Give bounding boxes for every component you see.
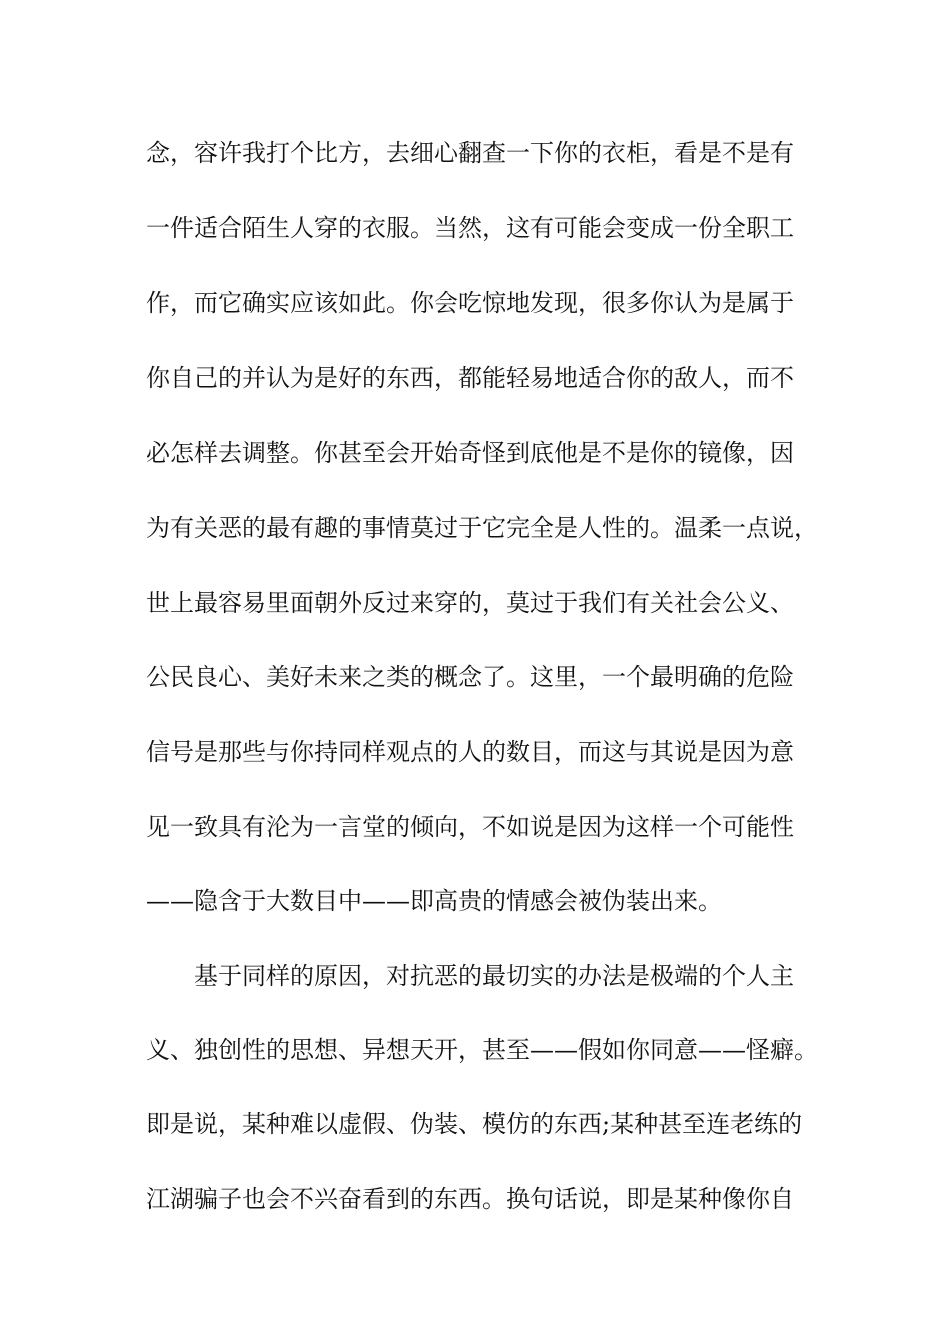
paragraph-first-line: 基于同样的原因，对抗恶的最切实的办法是极端的个人主	[194, 962, 794, 990]
text-line: ——隐含于大数目中——即高贵的情感会被伪装出来。	[146, 887, 722, 915]
text-line: 作，而它确实应该如此。你会吃惊地发现，很多你认为是属于	[146, 289, 794, 317]
text-line: 念，容许我打个比方，去细心翻查一下你的衣柜，看是不是有	[146, 139, 794, 167]
text-line: 必怎样去调整。你甚至会开始奇怪到底他是不是你的镜像，因	[146, 439, 794, 467]
text-line: 见一致具有沦为一言堂的倾向，不如说是因为这样一个可能性	[146, 813, 794, 841]
text-line: 义、独创性的思想、异想天开，甚至——假如你同意——怪癖。	[146, 1036, 818, 1064]
text-line: 公民良心、美好未来之类的概念了。这里，一个最明确的危险	[146, 663, 794, 691]
text-line: 为有关恶的最有趣的事情莫过于它完全是人性的。温柔一点说，	[146, 514, 818, 542]
text-line: 世上最容易里面朝外反过来穿的，莫过于我们有关社会公义、	[146, 589, 794, 617]
text-line: 信号是那些与你持同样观点的人的数目，而这与其说是因为意	[146, 738, 794, 766]
text-line: 一件适合陌生人穿的衣服。当然，这有可能会变成一份全职工	[146, 214, 794, 242]
text-line: 即是说，某种难以虚假、伪装、模仿的东西;某种甚至连老练的	[146, 1110, 803, 1138]
text-line: 江湖骗子也会不兴奋看到的东西。换句话说，即是某种像你自	[146, 1185, 794, 1213]
text-line: 你自己的并认为是好的东西，都能轻易地适合你的敌人，而不	[146, 364, 794, 392]
